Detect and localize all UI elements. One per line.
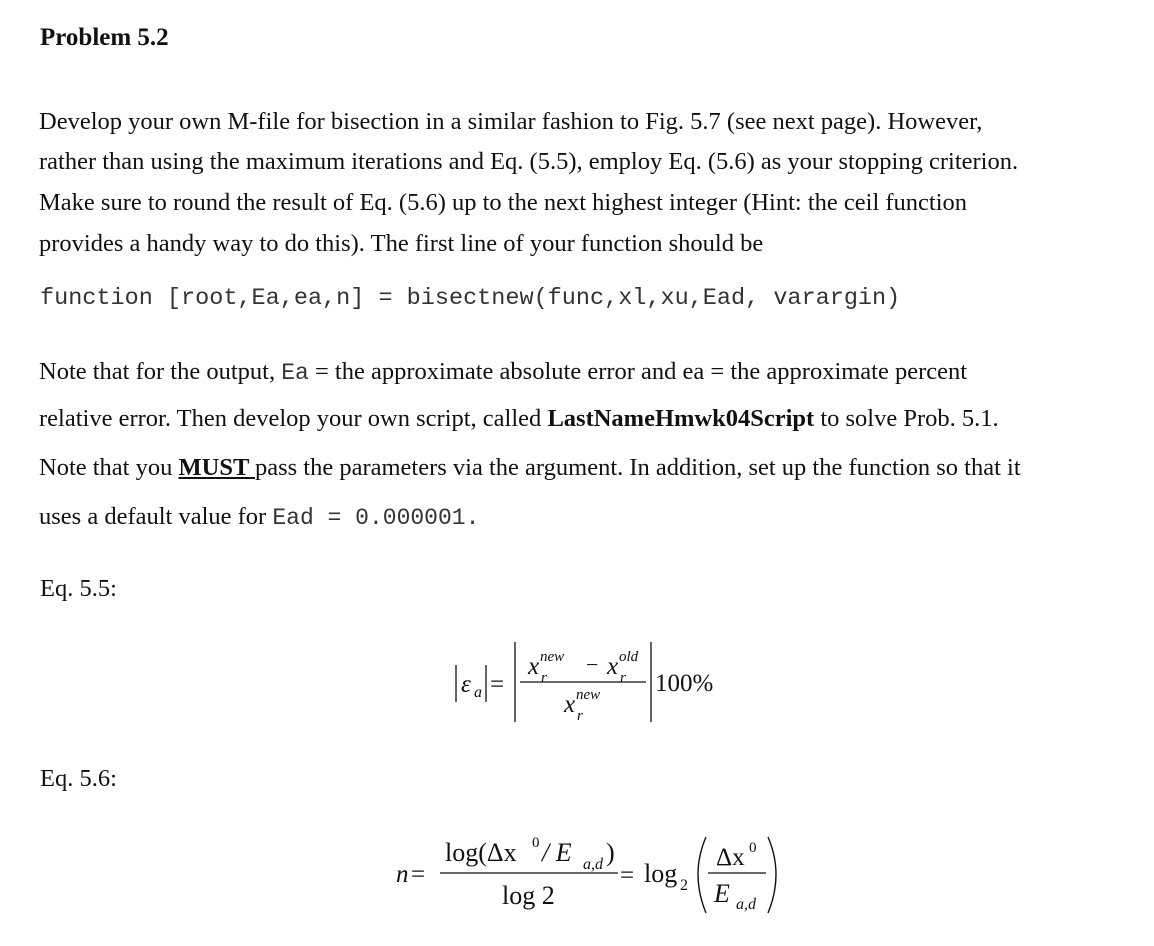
subscript-r: r [577,708,583,724]
eq-5-6-label: Eq. 5.6: [40,765,117,792]
epsilon-symbol: ε [461,671,471,698]
text: pass the parameters via the argument. In addition, set up the function so that it [254,454,1021,481]
equation-5-6 [390,825,790,925]
close-paren: ) [606,838,615,867]
paragraph-line [39,503,479,531]
paragraph-line [39,405,999,433]
problem-title: Problem 5.2 [40,24,169,51]
right-paren [768,837,776,913]
text: Note that you [39,454,179,481]
function-signature-code: function [root,Ea,ea,n] = bisectnew(func,xl,xu,Ead, varargin) [40,285,901,312]
equals-sign: = [411,861,426,888]
superscript-new: new [576,687,601,703]
paragraph-line: provides a handy way to do this). The first line of your function should be [39,230,764,257]
percent-factor: 100% [655,670,714,697]
eq-5-5-label: Eq. 5.5: [40,575,117,602]
superscript-zero: 0 [532,835,540,851]
subscript-ad: a,d [736,896,756,913]
text: uses a default value for [39,503,273,530]
paragraph-line: Make sure to round the result of Eq. (5.6) up to the next highest integer (Hint: the ceil function [39,189,968,216]
superscript-new: new [540,649,565,665]
paragraph-line: rather than using the maximum iterations and Eq. (5.5), employ Eq. (5.6) as your stopping criterion. [39,148,1019,175]
text: Note that for the output, [39,358,282,385]
must-emphasis: MUST [178,454,255,481]
subscript-ad: a,d [583,856,603,873]
script-name: LastNameHmwk04Script [547,405,815,432]
subscript-r: r [620,670,626,686]
text: relative error. Then develop your own script, called [39,405,548,432]
superscript-zero: 0 [749,840,757,856]
equation-5-5 [440,630,740,730]
paragraph-line [39,454,1021,482]
code-ea: Ea [281,360,309,386]
numerator-log: log(Δx [445,838,517,867]
e-variable: E [714,879,730,908]
log-function: log [644,859,678,888]
subscript-a: a [474,684,482,701]
text: to solve Prob. 5.1. [814,405,999,432]
subscript-r: r [541,670,547,686]
subscript-two: 2 [680,877,688,894]
denominator-log2: log 2 [502,881,555,910]
text: = the approximate absolute error and ea = the approximate percent [308,358,968,385]
equals-sign: = [490,671,505,698]
left-paren [698,837,706,913]
superscript-old: old [619,649,639,665]
x-variable: x [528,653,540,680]
x-variable: x [607,653,619,680]
paragraph-line: Develop your own M-file for bisection in a similar fashion to Fig. 5.7 (see next page). However, [39,108,983,135]
paragraph-line [39,358,967,386]
e-variable: / E [542,838,572,867]
equals-sign: = [620,862,635,889]
delta-x: Δx [716,844,745,871]
x-variable: x [564,691,576,718]
minus-sign: − [586,652,599,677]
code-ead-default: Ead = 0.000001. [272,505,480,531]
n-variable: n [396,861,409,888]
